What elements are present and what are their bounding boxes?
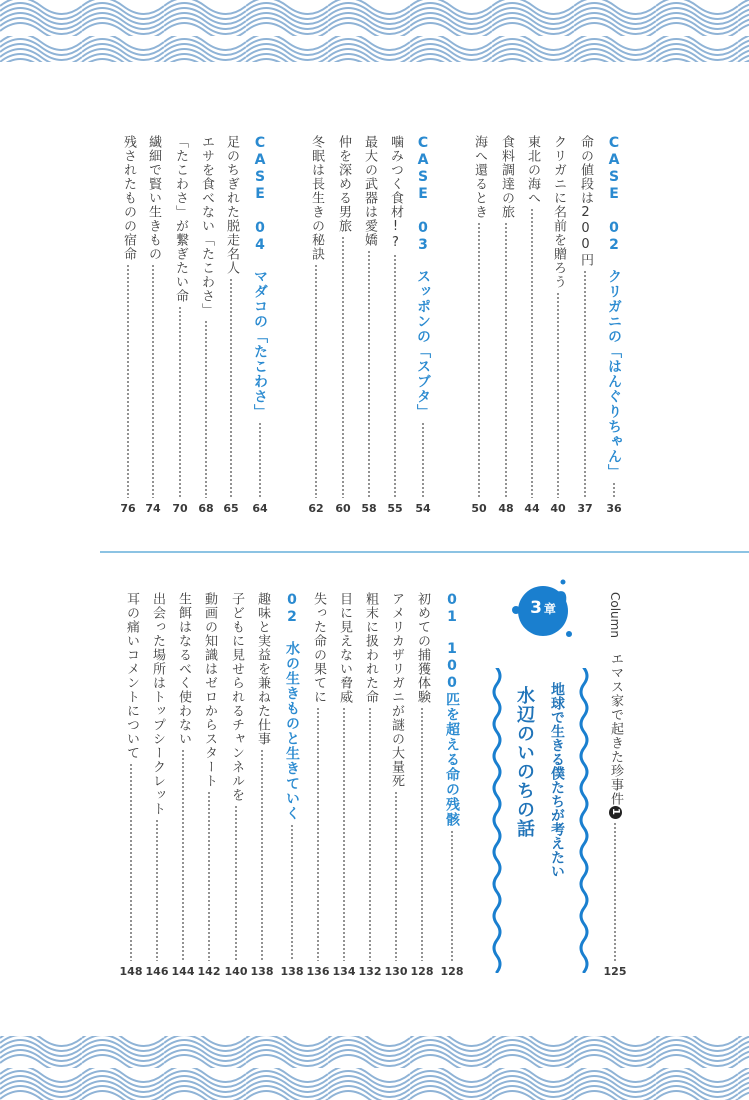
page-number: 130: [384, 965, 408, 978]
toc-entry[interactable]: [173, 592, 193, 978]
page-number: 144: [171, 965, 195, 978]
bottom-wave-border: [0, 1026, 749, 1100]
toc-entry[interactable]: [226, 592, 246, 978]
toc-entry[interactable]: [306, 135, 326, 515]
entry-title: 残されたものの宿命: [121, 135, 136, 261]
toc-entry[interactable]: [386, 592, 406, 978]
page-number: 50: [471, 502, 487, 515]
entry-title: 足のちぎれた脱走名人: [224, 135, 239, 275]
heading-text: 01 100匹を超える命の残骸: [444, 592, 460, 827]
entry-title: エサを食べない「たこわさ」: [199, 135, 214, 317]
page-number: 58: [361, 502, 377, 515]
dot-leader: [208, 791, 210, 961]
page-number: 146: [145, 965, 169, 978]
entry-title: 繊細で賢い生きもの: [146, 135, 161, 261]
entry-title: 失った命の果てに: [311, 592, 326, 704]
page-number: 148: [119, 965, 143, 978]
page-number: 140: [224, 965, 248, 978]
toc-heading-case02[interactable]: [604, 135, 624, 515]
dot-leader: [152, 264, 154, 498]
toc-entry[interactable]: [143, 135, 163, 515]
dot-leader: [317, 707, 319, 961]
circled-number-icon: 1: [609, 806, 622, 819]
toc-entry[interactable]: [308, 592, 328, 978]
section-divider: [100, 551, 749, 553]
toc-heading-case04[interactable]: [250, 135, 270, 515]
dot-leader: [478, 222, 480, 498]
page-number: 55: [387, 502, 403, 515]
page-number: 74: [145, 502, 161, 515]
dot-leader: [342, 236, 344, 498]
entry-title: 趣味と実益を兼ねた仕事: [255, 592, 270, 746]
page-number: 37: [577, 502, 593, 515]
dot-leader: [557, 292, 559, 498]
dot-leader: [127, 264, 129, 498]
dot-leader: [259, 422, 261, 498]
toc-entry[interactable]: [575, 135, 595, 515]
page-number: 36: [606, 502, 622, 515]
dot-leader: [614, 822, 616, 961]
dot-leader: [182, 749, 184, 961]
toc-entry[interactable]: [221, 135, 241, 515]
entry-title: 最大の武器は愛嬌: [362, 135, 377, 247]
toc-entry[interactable]: [548, 135, 568, 515]
entry-title: 初めての捕獲体験: [415, 592, 430, 704]
dot-leader: [130, 763, 132, 961]
toc-entry[interactable]: [121, 592, 141, 978]
dot-leader: [394, 254, 396, 498]
page-number: 54: [415, 502, 431, 515]
dot-leader: [315, 264, 317, 498]
toc-column-entry[interactable]: [605, 592, 625, 978]
toc-entry[interactable]: [412, 592, 432, 978]
page-number: 48: [498, 502, 514, 515]
wavy-line-right-icon: [577, 668, 591, 973]
toc-entry[interactable]: [385, 135, 405, 515]
page-number: 76: [120, 502, 136, 515]
toc-heading-section02[interactable]: [282, 592, 302, 978]
toc-entry[interactable]: [252, 592, 272, 978]
entry-title: 目に見えない脅威: [337, 592, 352, 704]
entry-title: 粗末に扱われた命: [363, 592, 378, 704]
page-number: 134: [332, 965, 356, 978]
heading-text: 02 水の生きものと生きていく: [284, 592, 300, 821]
dot-leader: [369, 707, 371, 961]
dot-leader: [613, 482, 615, 498]
wavy-line-left-icon: [490, 668, 504, 973]
entry-title: 動画の知識はゼロからスタート: [202, 592, 217, 788]
toc-entry[interactable]: [170, 135, 190, 515]
page-number: 136: [306, 965, 330, 978]
page-number: 60: [335, 502, 351, 515]
entry-title: 仲を深める男旅: [336, 135, 351, 233]
dot-leader: [235, 805, 237, 961]
entry-title: 耳の痛いコメントについて: [124, 592, 139, 760]
wave-pattern-icon: [0, 0, 749, 70]
dot-leader: [531, 208, 533, 498]
page-number: 64: [252, 502, 268, 515]
toc-entry[interactable]: [359, 135, 379, 515]
dot-leader: [156, 819, 158, 961]
page-number: 44: [524, 502, 540, 515]
entry-title: 冬眠は長生きの秘訣: [309, 135, 324, 261]
entry-title: 「たこわさ」が繋ぎたい命: [173, 135, 188, 303]
entry-title: 東北の海へ: [525, 135, 540, 205]
toc-entry[interactable]: [147, 592, 167, 978]
dot-leader: [422, 422, 424, 498]
entry-title: アメリカザリガニが謎の大量死: [389, 592, 404, 788]
page-number: 128: [410, 965, 434, 978]
dot-leader: [421, 707, 423, 961]
toc-heading-section01[interactable]: [442, 592, 462, 978]
page-number: 138: [280, 965, 304, 978]
page-number: 125: [603, 965, 627, 978]
heading-text: CASE 04 マダコの「たこわさ」: [252, 135, 268, 419]
entry-title: クリガニに名前を贈ろう: [551, 135, 566, 289]
dot-leader: [179, 306, 181, 498]
page-number: 132: [358, 965, 382, 978]
dot-leader: [230, 278, 232, 498]
page-number: 68: [198, 502, 214, 515]
entry-title: 食料調達の旅: [499, 135, 514, 219]
dot-leader: [584, 270, 586, 498]
dot-leader: [291, 824, 293, 961]
page-number: 70: [172, 502, 188, 515]
chapter-subtitle: 地球で生きる僕たちが考えたい: [549, 682, 565, 878]
toc-entry[interactable]: [199, 592, 219, 978]
chapter-title: 水辺のいのちの話: [514, 686, 535, 838]
dot-leader: [343, 707, 345, 961]
page-number: 128: [440, 965, 464, 978]
entry-title: 生餌はなるべく使わない: [176, 592, 191, 746]
wave-pattern-icon: [0, 1026, 749, 1100]
toc-entry[interactable]: [469, 135, 489, 515]
toc-entry[interactable]: [360, 592, 380, 978]
dot-leader: [261, 749, 263, 961]
toc-entry[interactable]: [496, 135, 516, 515]
entry-title: 噛みつく食材!?: [388, 135, 403, 251]
dot-leader: [395, 791, 397, 961]
dot-leader: [368, 250, 370, 498]
column-label: Column: [608, 592, 622, 638]
page-number: 62: [308, 502, 324, 515]
heading-text: CASE 02 クリガニの「はんぐりちゃん」: [606, 135, 622, 479]
heading-text: CASE 03 スッポンの「スブタ」: [415, 135, 431, 419]
toc-entry[interactable]: [333, 135, 353, 515]
dot-leader: [505, 222, 507, 498]
entry-title: 海へ還るとき: [472, 135, 487, 219]
top-wave-border: [0, 0, 749, 70]
toc-entry[interactable]: [334, 592, 354, 978]
page-number: 40: [550, 502, 566, 515]
page-number: 142: [197, 965, 221, 978]
toc-entry[interactable]: [196, 135, 216, 515]
dot-leader: [205, 320, 207, 498]
page-number: 138: [250, 965, 274, 978]
entry-title: 出会った場所はトップシークレット: [150, 592, 165, 816]
entry-title: 命の値段は200円: [578, 135, 593, 267]
page-number: 65: [223, 502, 239, 515]
entry-title: 子どもに見せられるチャンネルを: [229, 592, 244, 802]
toc-entry[interactable]: [118, 135, 138, 515]
chapter-number: 3 章: [530, 598, 556, 618]
dot-leader: [451, 830, 453, 961]
toc-heading-case03[interactable]: [413, 135, 433, 515]
toc-entry[interactable]: [522, 135, 542, 515]
entry-title: エマス家で起きた珍事件1: [606, 652, 624, 819]
